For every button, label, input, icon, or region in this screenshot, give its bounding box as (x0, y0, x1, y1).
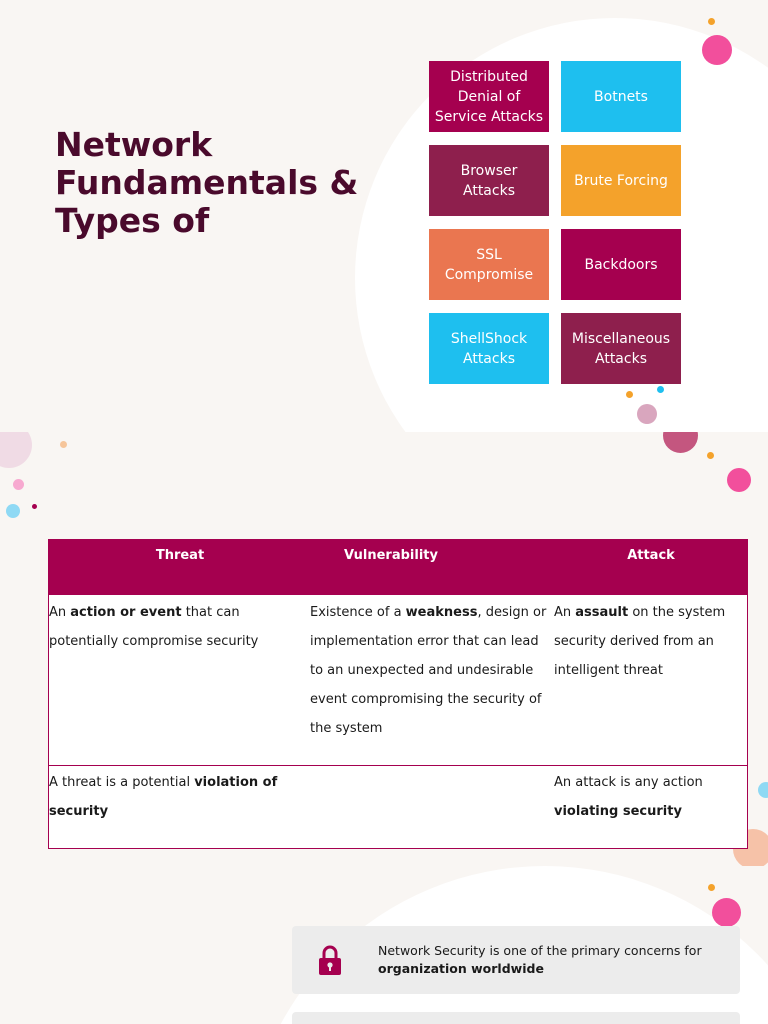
decor-dot (758, 782, 768, 798)
tile-label: Distributed Denial of Service Attacks (434, 68, 544, 125)
tile-shellshock (429, 313, 549, 384)
tile-label: ShellShock Attacks (450, 330, 528, 367)
cell-threat-definition (49, 598, 299, 656)
cell-text-bold: assault (575, 605, 629, 620)
cell-text: that can potentially compromise security (49, 605, 259, 649)
header-attack: Attack (627, 548, 675, 563)
tile-browser-attacks (429, 145, 549, 216)
decor-dot (13, 479, 24, 490)
cell-text-bold: weakness (405, 605, 478, 620)
tile-ddos (429, 61, 549, 132)
cell-text: Existence of a (310, 605, 406, 620)
cell-text: on the system security derived from an intelligent threat (554, 605, 726, 678)
decor-dot (32, 504, 37, 509)
tile-label: Backdoors (584, 256, 658, 273)
decor-dot (60, 441, 67, 448)
tile-label: SSL Compromise (444, 246, 534, 283)
lock-icon (318, 944, 342, 976)
security-note-text (378, 942, 728, 978)
decor-dot (708, 18, 715, 25)
cell-attack-violation (554, 768, 739, 826)
cell-text-bold: action or event (70, 605, 182, 620)
decor-dot (712, 898, 741, 927)
decor-dot (6, 504, 20, 518)
decor-dot (637, 404, 657, 424)
decor-dot (702, 35, 732, 65)
decor-dot (707, 452, 714, 459)
decor-dot (0, 432, 32, 468)
header-vulnerability: Vulnerability (344, 548, 438, 563)
slide-network-security (0, 866, 768, 1024)
cell-text: , design or implementation error that can lead to an unexpected and undesirable event compromising the security of the system (310, 605, 547, 736)
decor-dot (708, 884, 715, 891)
security-note-card (292, 926, 740, 994)
cell-attack-definition (554, 598, 739, 685)
note-text-bold: organization worldwide (378, 961, 544, 976)
comparison-table (48, 539, 748, 849)
cell-text: An (554, 605, 576, 620)
slide-threat-table (0, 432, 768, 866)
header-threat: Threat (155, 548, 205, 563)
decor-dot (626, 391, 633, 398)
tile-miscellaneous (561, 313, 681, 384)
tile-ssl-compromise (429, 229, 549, 300)
decor-dot (727, 468, 751, 492)
second-note-card (292, 1012, 740, 1024)
tile-botnets (561, 61, 681, 132)
page-title: Network Fundamentals & Types of (55, 125, 359, 240)
tile-backdoors (561, 229, 681, 300)
cell-text: An (49, 605, 71, 620)
tile-brute-forcing (561, 145, 681, 216)
row-divider (49, 765, 747, 766)
cell-threat-violation (49, 768, 299, 826)
tile-label: Browser Attacks (460, 162, 518, 199)
tile-label: Miscellaneous Attacks (571, 330, 671, 367)
tile-label: Botnets (594, 88, 648, 105)
tile-label: Brute Forcing (574, 172, 668, 189)
slide-types-of-attacks (0, 0, 768, 432)
cell-text: An attack is any action (554, 775, 703, 790)
table-header (49, 540, 747, 595)
cell-text: A threat is a potential (49, 775, 195, 790)
note-text: Network Security is one of the primary concerns for (378, 943, 702, 958)
cell-text-bold: violation of security (49, 775, 278, 819)
cell-text-bold: violating security (554, 804, 682, 819)
decor-dot (663, 432, 698, 453)
cell-vulnerability-definition (310, 598, 550, 743)
decor-dot (657, 386, 664, 393)
